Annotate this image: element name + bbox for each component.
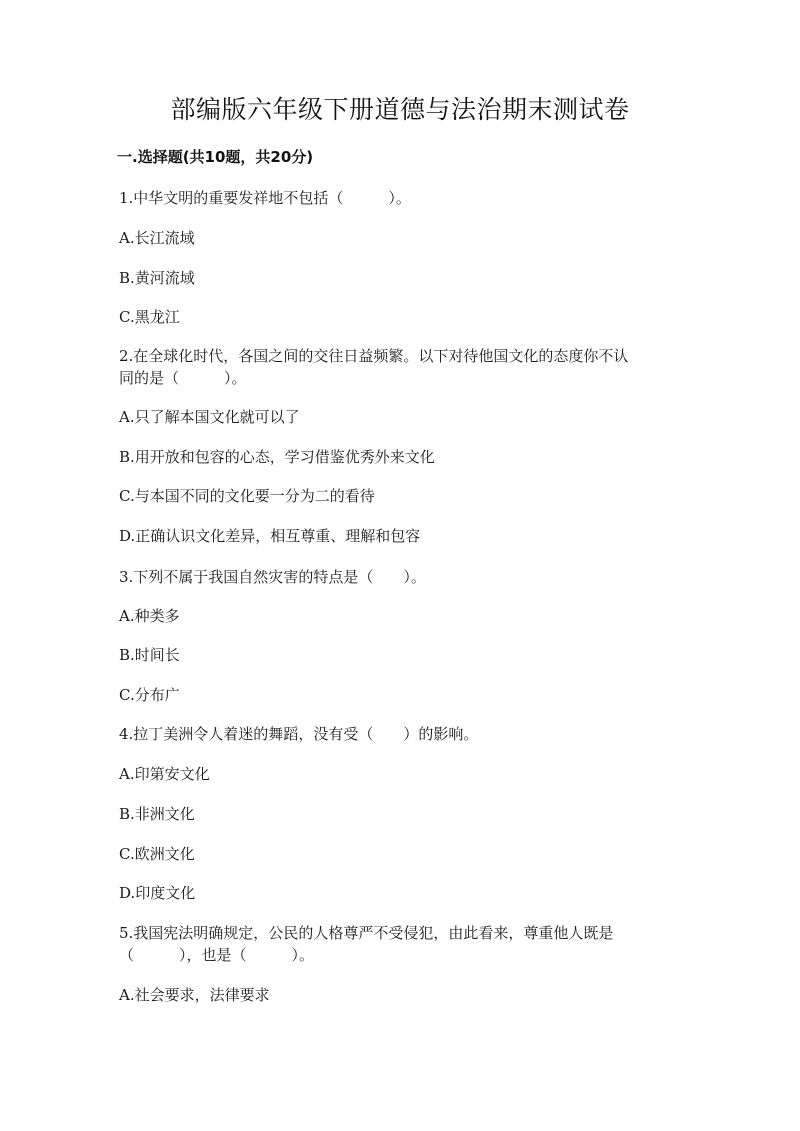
question-1-option-b: B.黄河流域 [119, 269, 195, 287]
question-2-option-c: C.与本国不同的文化要一分为二的看待 [119, 487, 375, 505]
question-4-option-d: D.印度文化 [119, 884, 196, 902]
question-4-option-c: C.欧洲文化 [119, 845, 195, 863]
question-3-stem: 3.下列不属于我国自然灾害的特点是（ ）。 [119, 568, 426, 586]
question-4-option-a: A.印第安文化 [119, 765, 210, 783]
section-heading: 一.选择题(共10题，共20分) [117, 148, 314, 166]
question-3-option-b: B.时间长 [119, 646, 180, 664]
page-title: 部编版六年级下册道德与法治期末测试卷 [170, 95, 630, 124]
question-5-option-a: A.社会要求，法律要求 [119, 986, 270, 1004]
question-5-stem-line-1: 5.我国宪法明确规定，公民的人格尊严不受侵犯，由此看来，尊重他人既是 [119, 924, 614, 942]
question-4-stem: 4.拉丁美洲令人着迷的舞蹈，没有受（ ）的影响。 [119, 725, 479, 743]
question-3-option-a: A.种类多 [119, 607, 180, 625]
question-3-option-c: C.分布广 [119, 686, 180, 704]
question-1-option-a: A.长江流域 [119, 229, 195, 247]
question-2-option-a: A.只了解本国文化就可以了 [119, 408, 300, 426]
question-2-option-d: D.正确认识文化差异，相互尊重、理解和包容 [119, 527, 421, 545]
question-2-option-b: B.用开放和包容的心态，学习借鉴优秀外来文化 [119, 448, 435, 466]
question-1-option-c: C.黑龙江 [119, 308, 180, 326]
question-2-stem-line-1: 2.在全球化时代，各国之间的交往日益频繁。以下对待他国文化的态度你不认 [119, 347, 629, 365]
question-4-option-b: B.非洲文化 [119, 805, 195, 823]
question-5-stem-line-2: （ ），也是（ ）。 [119, 946, 315, 964]
question-2-stem-line-2: 同的是（ ）。 [119, 369, 247, 387]
question-1-stem: 1.中华文明的重要发祥地不包括（ ）。 [119, 189, 411, 207]
